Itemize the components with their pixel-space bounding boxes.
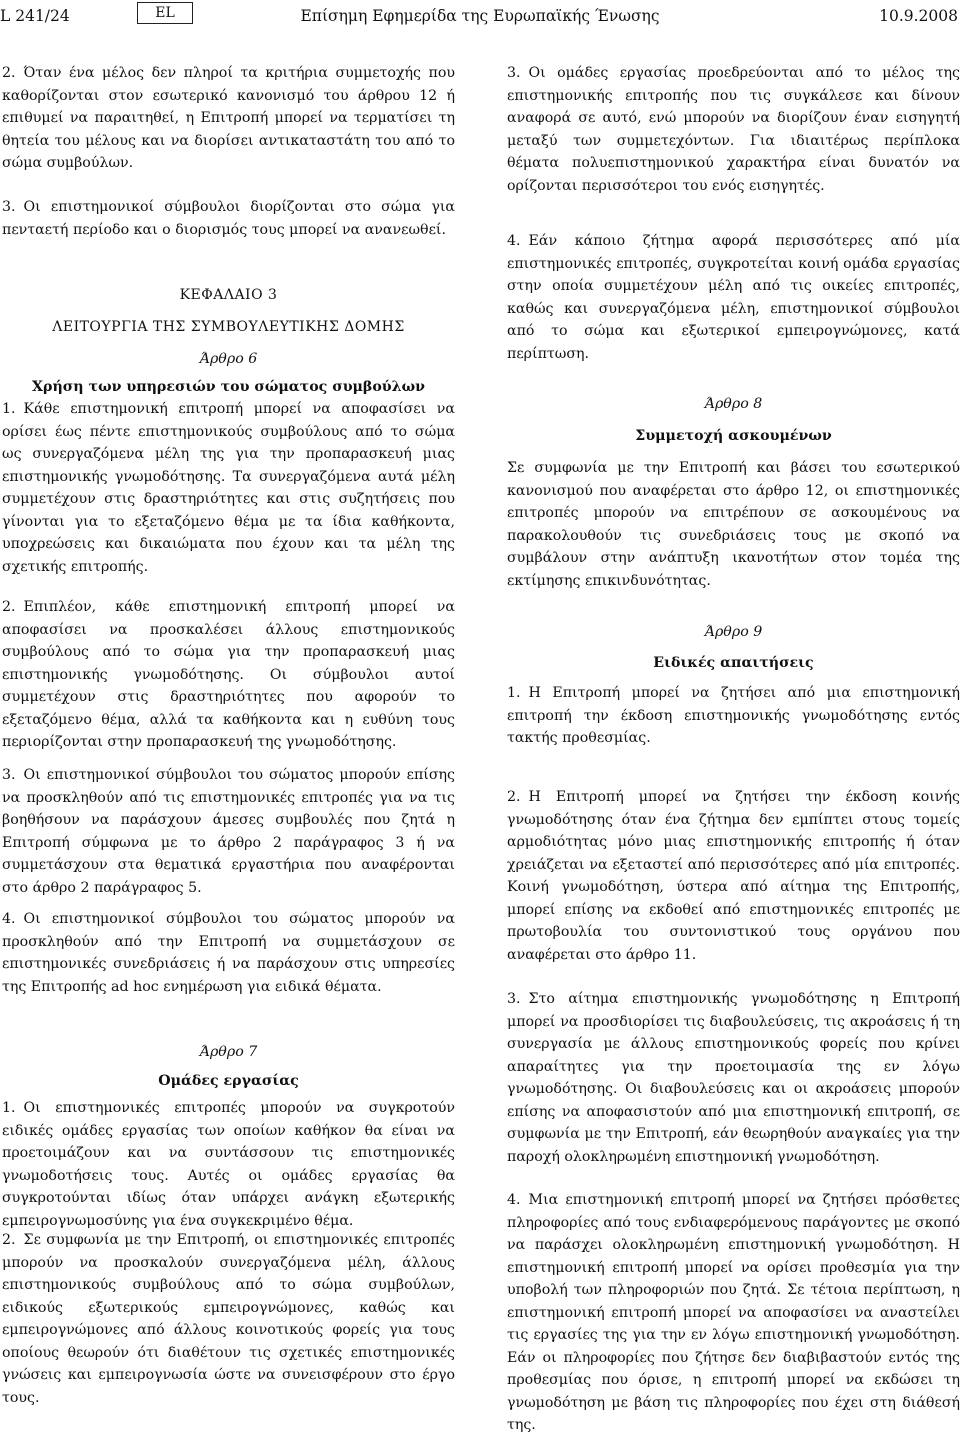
article-6-paragraph-1: 1. Κάθε επιστημονική επιτροπή μπορεί να αποφασίσει να ορίσει έως πέντε επιστημονικούς συμβούλους από το σώμα ως συνεργαζόμενα μέλη της για την προπαρασκευή μιας επιστημονικής γνωμοδότησης. Τα συνεργαζόμενα αυτά μέλη συμμετέχουν στις δραστηριότητες και στις συζητήσεις που γίνονται για το εξεταζόμενο θέμα με τα ίδια καθήκοντα, υποχρεώσεις και δικαιώματα που έχουν και τα μέλη της σχετικής επιτροπής. (2, 401, 455, 575)
article-8-title: Συμμετοχή ασκουμένων (635, 428, 832, 444)
article-9-paragraph-2: 2. Η Επιτροπή μπορεί να ζητήσει την έκδοση κοινής γνωμοδότησης όταν ένα ζήτημα δεν εμπίπτει στους τομείς αρμοδιότητας μόνο μιας επιστημονικής επιτροπής ή όταν χρειάζεται να εξεταστεί από περισσότερες από μία επιτροπές. Κοινή γνωμοδότηση, ύστερα από αίτημα της Επιτροπής, μπορεί επίσης να εκδοθεί από επιστημονικές επιτροπές με πρωτοβουλία του συντονιστικού τους οργάνου που αναφέρεται στο άρθρο 11. (507, 789, 960, 963)
paragraph-2: 2. Όταν ένα μέλος δεν πληροί τα κριτήρια συμμετοχής που καθορίζονται στον εσωτερικό κανονισμό του άρθρου 12 ή επιθυμεί να παραιτηθεί, η Επιτροπή μπορεί να τερματίσει τη θητεία του μέλους και να διορίσει αντικαταστάτη του από το σώμα συμβούλων. (2, 65, 455, 171)
article-6-title: Χρήση των υπηρεσιών του σώματος συμβούλων (32, 379, 425, 395)
article-7-paragraph-4: 4. Εάν κάποιο ζήτημα αφορά περισσότερες από μία επιστημονικές επιτροπές, συγκροτείται κοινή ομάδα εργασίας στην οποία συμμετέχουν μέλη από τις οικείες επιτροπές, καθώς και συνεργαζόμενα μέλη, επιστημονικοί σύμβουλοι από το σώμα και εξωτερικοί εμπειρογνώμονες, κατά περίπτωση. (507, 233, 960, 362)
chapter-number: ΚΕΦΑΛΑΙΟ 3 (179, 287, 278, 303)
article-8-label: Άρθρο 8 (704, 396, 763, 412)
article-9-paragraph-3: 3. Στο αίτημα επιστημονικής γνωμοδότησης η Επιτροπή μπορεί να προσδιορίσει τις διαβουλεύσεις, τις ακροάσεις ή τη συνεργασία με άλλους επιστημονικούς φορείς που κρίνει απαραίτητες για την προετοιμασία της εν λόγω γνωμοδότησης. Οι διαβουλεύσεις και οι ακροάσεις μπορούν επίσης να αποφασιστούν από μια επιστημονική επιτροπή, σε συμφωνία με την Επιτροπή, εάν θεωρηθούν αναγκαίες για την παροχή ολοκληρωμένη επιστημονική γνωμοδότηση. (507, 991, 960, 1165)
page-header (0, 2, 960, 30)
article-9-paragraph-4: 4. Μια επιστημονική επιτροπή μπορεί να ζητήσει πρόσθετες πληροφορίες από τους ενδιαφερόμενους παράγοντες με σκοπό να παράσχει ολοκληρωμένη επιστημονική γνωμοδότηση. Η επιστημονική επιτροπή μπορεί να ορίσει προθεσμία για την υποβολή των πληροφοριών που ζητά. Σε τέτοια περίπτωση, η επιστημονική επιτροπή μπορεί να αποφασίσει να αναστείλει τις εργασίες της για την εν λόγω επιστημονική γνωμοδότηση. Εάν οι πληροφορίες που ζήτησε δεν διαβιβαστούν εντός της προθεσμίας που όρισε, η επιτροπή μπορεί να εκδώσει τη γνωμοδότηση με βάση τις πληροφορίες που έχει στη διάθεσή της. (507, 1192, 960, 1433)
article-9-paragraph-1: 1. Η Επιτροπή μπορεί να ζητήσει από μια επιστημονική επιτροπή την έκδοση επιστημονικής γνωμοδότησης εντός τακτής προθεσμίας. (507, 685, 960, 746)
article-7-label: Άρθρο 7 (199, 1044, 258, 1060)
publication-date: 10.9.2008 (879, 7, 958, 25)
article-7-paragraph-1: 1. Οι επιστημονικές επιτροπές μπορούν να συγκροτούν ειδικές ομάδες εργασίας των οποίων καθήκον θα είναι να προετοιμάζουν και να συντάσσουν τις επιστημονικές γνωμοδοτήσεις τους. Αυτές οι ομάδες εργασίας θα συγκροτούνται ιδίως όταν υπάρχει ανάγκη εξωτερικής εμπειρογνωμοσύνης για ένα συγκεκριμένο θέμα. (2, 1100, 455, 1229)
journal-title: Επίσημη Εφημερίδα της Ευρωπαϊκής Ένωσης (300, 7, 660, 25)
article-6-paragraph-4: 4. Οι επιστημονικοί σύμβουλοι του σώματος μπορούν να προσκληθούν από την Επιτροπή να συμμετάσχουν σε επιστημονικές συνεδριάσεις ή να παράσχουν στις υπηρεσίες της Επιτροπής ad hoc ενημέρωση για ειδικά θέματα. (2, 911, 455, 995)
article-9-title: Ειδικές απαιτήσεις (653, 655, 814, 671)
article-6-paragraph-3: 3. Οι επιστημονικοί σύμβουλοι του σώματος μπορούν επίσης να προσκληθούν από τις επιστημονικές επιτροπές για να τις βοηθήσουν να παράσχουν άμεσες συμβουλές που ζητά η Επιτροπή σύμφωνα με το άρθρο 2 παράγραφος 3 ή να συμμετάσχουν στα θεματικά εργαστήρια που αναφέρονται στο άρθρο 2 παράγραφος 5. (2, 767, 455, 896)
article-7-title: Ομάδες εργασίας (158, 1073, 299, 1089)
language-code-box: EL (137, 2, 193, 24)
article-6-paragraph-2: 2. Επιπλέον, κάθε επιστημονική επιτροπή μπορεί να αποφασίσει να προσκαλέσει άλλους επιστημονικούς συμβούλους από το σώμα για την προπαρασκευή μιας επιστημονικής γνωμοδότησης. Οι σύμβουλοι αυτοί συμμετέχουν στις δραστηριότητες που αφορούν το εξεταζόμενο θέμα, αλλά τα καθήκοντα και η ευθύνη τους περιορίζονται στην προπαρασκευή της γνωμοδότησης. (2, 599, 455, 750)
article-7-paragraph-3: 3. Οι ομάδες εργασίας προεδρεύονται από το μέλος της επιστημονικής επιτροπής που τις συγκάλεσε και δίνουν αναφορά σε αυτό, ενώ μπορούν να διορίζουν έναν εισηγητή μεταξύ των συμμετεχόντων. Για ιδιαιτέρως περίπλοκα θέματα πολυεπιστημονικού χαρακτήρα είναι δυνατόν να ορίζονται περισσότεροι του ενός εισηγητές. (507, 65, 960, 194)
article-9-label: Άρθρο 9 (704, 624, 763, 640)
chapter-title: ΛΕΙΤΟΥΡΓΙΑ ΤΗΣ ΣΥΜΒΟΥΛΕΥΤΙΚΗΣ ΔΟΜΗΣ (52, 319, 405, 335)
article-8-text: Σε συμφωνία με την Επιτροπή και βάσει του εσωτερικού κανονισμού που αναφέρεται στο άρθρο 12, οι επιστημονικές επιτροπές μπορούν να επιτρέπουν σε ασκουμένους να παρακολουθούν τις συνεδριάσεις τους με σκοπό να συμβάλουν στην ανάπτυξη ικανοτήτων στον τομέα της εκτίμησης επικινδυνότητας. (507, 460, 960, 589)
paragraph-3: 3. Οι επιστημονικοί σύμβουλοι διορίζονται στο σώμα για πενταετή περίοδο και ο διορισμός τους μπορεί να ανανεωθεί. (2, 199, 455, 238)
article-6-label: Άρθρο 6 (199, 351, 258, 367)
page-reference: L 241/24 (0, 7, 70, 25)
article-7-paragraph-2: 2. Σε συμφωνία με την Επιτροπή, οι επιστημονικές επιτροπές μπορούν να προσκαλούν συνεργαζόμενα μέλη, άλλους επιστημονικούς συμβούλους από το σώμα συμβούλων, ειδικούς εξωτερικούς εμπειρογνώμονες, καθώς και εμπειρογνώμονες από άλλους κοινοτικούς φορείς για τους οποίους θεωρούν ότι διαθέτουν τις σχετικές επιστημονικές γνώσεις και εμπειρογνωσία ώστε να συνεισφέρουν στο έργο τους. (2, 1232, 455, 1406)
